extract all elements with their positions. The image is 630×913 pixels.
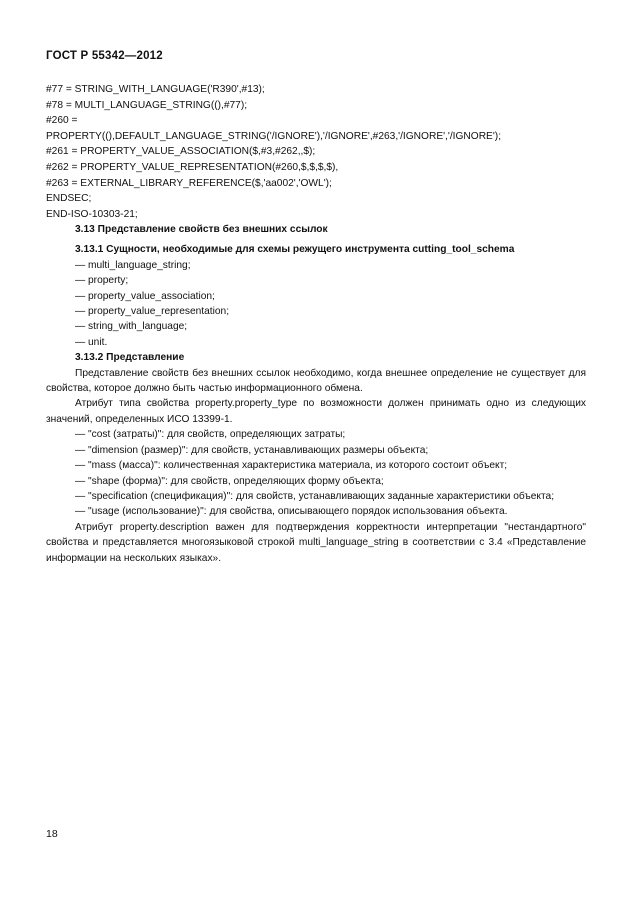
code-line: PROPERTY((),DEFAULT_LANGUAGE_STRING('/IGNORE'),'/IGNORE',#263,'/IGNORE','/IGNORE');	[46, 130, 502, 142]
paragraph: Атрибут типа свойства property.property_type по возможности должен принимать одно из следующих значений, определенных ИСО 13399-1.	[46, 398, 586, 425]
subsection-title-representation: 3.13.2 Представление	[75, 352, 185, 364]
value-list-item: — "mass (масса)": количественная характеристика материала, из которого состоит объект;	[75, 460, 508, 472]
code-block	[46, 82, 586, 222]
code-line: #77 = STRING_WITH_LANGUAGE('R390',#13);	[46, 84, 265, 95]
code-line: #260 =	[46, 115, 78, 127]
code-line: #262 = PROPERTY_VALUE_REPRESENTATION(#260,$,$,$,$),	[46, 161, 339, 173]
section-title: 3.13 Представление свойств без внешних ссылок	[75, 224, 328, 235]
entity-list-item: — property_value_representation;	[75, 306, 230, 318]
value-list-item: — "shape (форма)": для свойств, определяющих форму объекта;	[75, 475, 384, 487]
value-list-item: — "dimension (размер)": для свойств, устанавливающих размеры объекта;	[75, 444, 429, 456]
document-header: ГОСТ Р 55342—2012	[46, 50, 163, 62]
value-list-item: — "usage (использование)": для свойства, описывающего порядок использования объекта.	[75, 506, 508, 518]
code-line: #78 = MULTI_LANGUAGE_STRING((),#77);	[46, 99, 248, 111]
entity-list-item: — multi_language_string;	[75, 259, 191, 271]
code-line: #263 = EXTERNAL_LIBRARY_REFERENCE($,'aa002','OWL');	[46, 177, 332, 189]
entity-list-item: — property;	[75, 275, 129, 287]
entity-list-item: — property_value_association;	[75, 290, 215, 302]
code-line: END-ISO-10303-21;	[46, 208, 138, 220]
section-content	[46, 222, 586, 566]
subsection-title-entities: 3.13.1 Сущности, необходимые для схемы режущего инструмента cutting_tool_schema	[75, 244, 515, 256]
paragraph: Атрибут property.description важен для подтверждения корректности интерпретации "нестандартного" свойства и представляется многоязыковой строкой multi_language_string в соответствии с 3.4 «Представление информации на нескольких языках».	[46, 521, 586, 564]
entity-list-item: — string_with_language;	[75, 321, 188, 333]
entity-list-item: — unit.	[75, 336, 108, 348]
code-line: ENDSEC;	[46, 193, 92, 205]
page-number: 18	[46, 828, 58, 840]
code-line: #261 = PROPERTY_VALUE_ASSOCIATION($,#3,#262,,$);	[46, 146, 316, 158]
paragraph: Представление свойств без внешних ссылок необходимо, когда внешнее определение не существует для свойства, которое должно быть частью информационного обмена.	[46, 367, 586, 395]
value-list-item: — "cost (затраты)": для свойств, определяющих затраты;	[75, 429, 346, 441]
value-list-item: — "specification (спецификация)": для свойств, устанавливающих заданные характеристики объекта;	[75, 490, 555, 502]
